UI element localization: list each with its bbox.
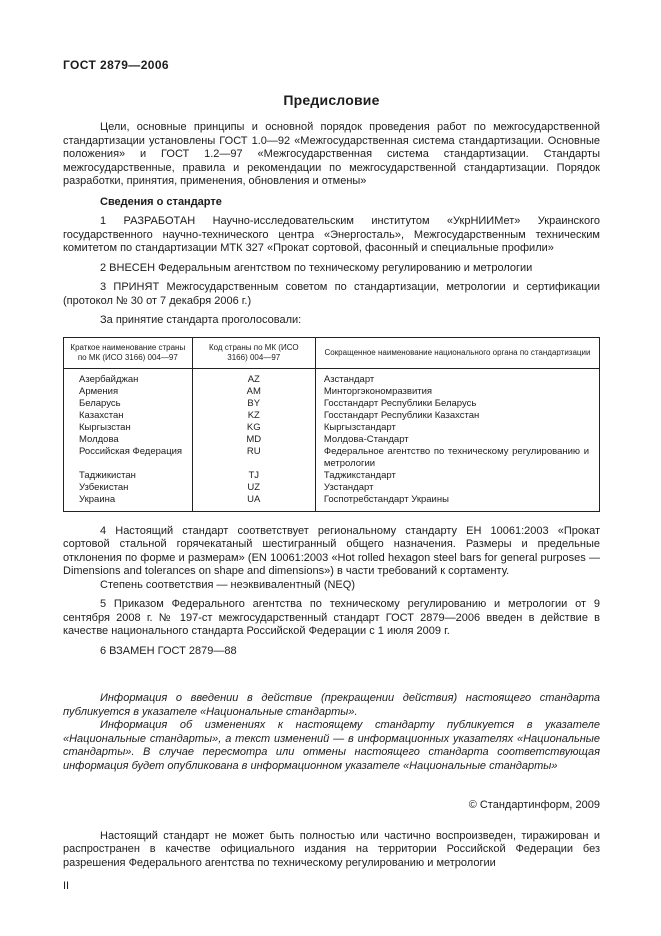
table-row [64, 398, 600, 410]
cell-country: Кыргызстан [79, 421, 131, 433]
intro-paragraph: Цели, основные принципы и основной порядок проведения работ по межгосударственной стандартизации установлены ГОСТ 1.0—92 «Межгосударственная система стандартизации. Основные положения» и ГОСТ 1.2—97 «Межгосударственная система стандартизации. Стандарты межгосударственные, правила и рекомендации по межгосударственной стандартизации. Порядок разработки, принятия, применения, обновления и отмены» [63, 121, 600, 187]
item-6-replaces: 6 ВЗАМЕН ГОСТ 2879—88 [100, 644, 237, 657]
doc-number: ГОСТ 2879—2006 [63, 58, 170, 72]
cell-org: Госстандарт Республики Казахстан [315, 410, 599, 422]
cell-org: Таджикстандарт [315, 470, 599, 482]
cell-code: UZ [192, 482, 315, 494]
cell-country: Узбекистан [79, 481, 129, 493]
item-1-developed: 1 РАЗРАБОТАН Научно-исследовательским институтом «УкрНИИМет» Украинского государственного научно-технического центра «Энергосталь», Межгосударственным техническим комитетом по стандартизации МТК 327 «Прокат сортовой, фасонный и специальные профили» [63, 215, 600, 254]
header-org: Сокращенное наименование национального органа по стандартизации [315, 337, 599, 368]
table-row [64, 482, 600, 494]
cell-org: Азстандарт [315, 368, 599, 386]
standard-info-heading: Сведения о стандарте [100, 195, 222, 208]
item-3-adopted: 3 ПРИНЯТ Межгосударственным советом по стандартизации, метрологии и сертификации (протокол № 30 от 7 декабря 2006 г.) [63, 281, 600, 307]
cell-code: AM [192, 386, 315, 398]
cell-org: Минторгэкономразвития [315, 386, 599, 398]
cell-code: BY [192, 398, 315, 410]
header-code: Код страны по МК (ИСО 3166) 004—97 [192, 337, 315, 368]
table-row [64, 446, 600, 470]
table-row [64, 470, 600, 482]
table-row [64, 386, 600, 398]
cell-code: MD [192, 434, 315, 446]
table-header-row [64, 337, 600, 368]
cell-org: Госстандарт Республики Беларусь [315, 398, 599, 410]
vote-intro: За принятие стандарта проголосовали: [100, 314, 302, 326]
page-number: II [63, 880, 70, 892]
item-2-submitted: 2 ВНЕСЕН Федеральным агентством по техническому регулированию и метрологии [100, 261, 533, 274]
cell-org: Госпотребстандарт Украины [315, 494, 599, 512]
cell-code: TJ [192, 470, 315, 482]
table-row [64, 368, 600, 386]
table-row [64, 434, 600, 446]
voting-table [63, 337, 600, 512]
table-row [64, 422, 600, 434]
table-row [64, 494, 600, 512]
cell-country: Беларусь [79, 397, 121, 409]
cell-code: AZ [192, 368, 315, 386]
cell-code: RU [192, 446, 315, 470]
restriction-paragraph: Настоящий стандарт не может быть полностью или частично воспроизведен, тиражирован и распространен в качестве официального издания на территории Российской Федерации без разрешения Федерального агентства по техническому регулированию и метрологии [63, 829, 600, 869]
notice-publication: Информация о введении в действие (прекращении действия) настоящего стандарта публикуется в указателе «Национальные стандарты». [63, 692, 600, 718]
cell-org: Федеральное агентство по техническому регулированию и метрологии [315, 446, 599, 470]
item-4-conformity: 4 Настоящий стандарт соответствует региональному стандарту ЕН 10061:2003 «Прокат сортовой стальной горячекатаный шестигранный общего назначения. Размеры и предельные отклонения по форме и размерам» (EN 10061:2003 «Hot rolled hexagon steel bars for general purposes — Dimensions and tolerances on shape and dimensions») в части требований к сортаменту. [63, 524, 600, 577]
cell-code: KZ [192, 410, 315, 422]
item-5-order: 5 Приказом Федерального агентства по техническому регулированию и метрологии от 9 сентября 2008 г. № 197-ст межгосударственный стандарт ГОСТ 2879—2006 введен в действие в качестве национального стандарта Российской Федерации с 1 июля 2009 г. [63, 598, 600, 637]
page-title: Предисловие [283, 92, 380, 108]
cell-country: Азербайджан [79, 373, 139, 385]
cell-country: Молдова [79, 433, 119, 445]
copyright-line: © Стандартинформ, 2009 [468, 799, 600, 811]
cell-org: Кыргызстандарт [315, 422, 599, 434]
cell-country: Российская Федерация [79, 445, 183, 457]
publication-notices [63, 692, 600, 773]
cell-org: Узстандарт [315, 482, 599, 494]
cell-org: Молдова-Стандарт [315, 434, 599, 446]
cell-country: Казахстан [79, 409, 124, 421]
cell-country: Армения [79, 385, 119, 397]
table-row [64, 410, 600, 422]
cell-country: Таджикистан [79, 469, 136, 481]
cell-code: KG [192, 422, 315, 434]
item-4-note: Степень соответствия — неэквивалентный (NEQ) [100, 578, 355, 591]
notice-changes: Информация об изменениях к настоящему стандарту публикуется в указателе «Национальные стандарты», а текст изменений — в информационных указателях «Национальные стандарты». В случае пересмотра или отмены настоящего стандарта соответствующая информация будет опубликована в информационном указателе «Национальные стандарты» [63, 719, 600, 772]
cell-code: UA [192, 494, 315, 512]
header-country: Краткое наименование страны по МК (ИСО 3166) 004—97 [64, 337, 193, 368]
cell-country: Украина [79, 493, 116, 505]
